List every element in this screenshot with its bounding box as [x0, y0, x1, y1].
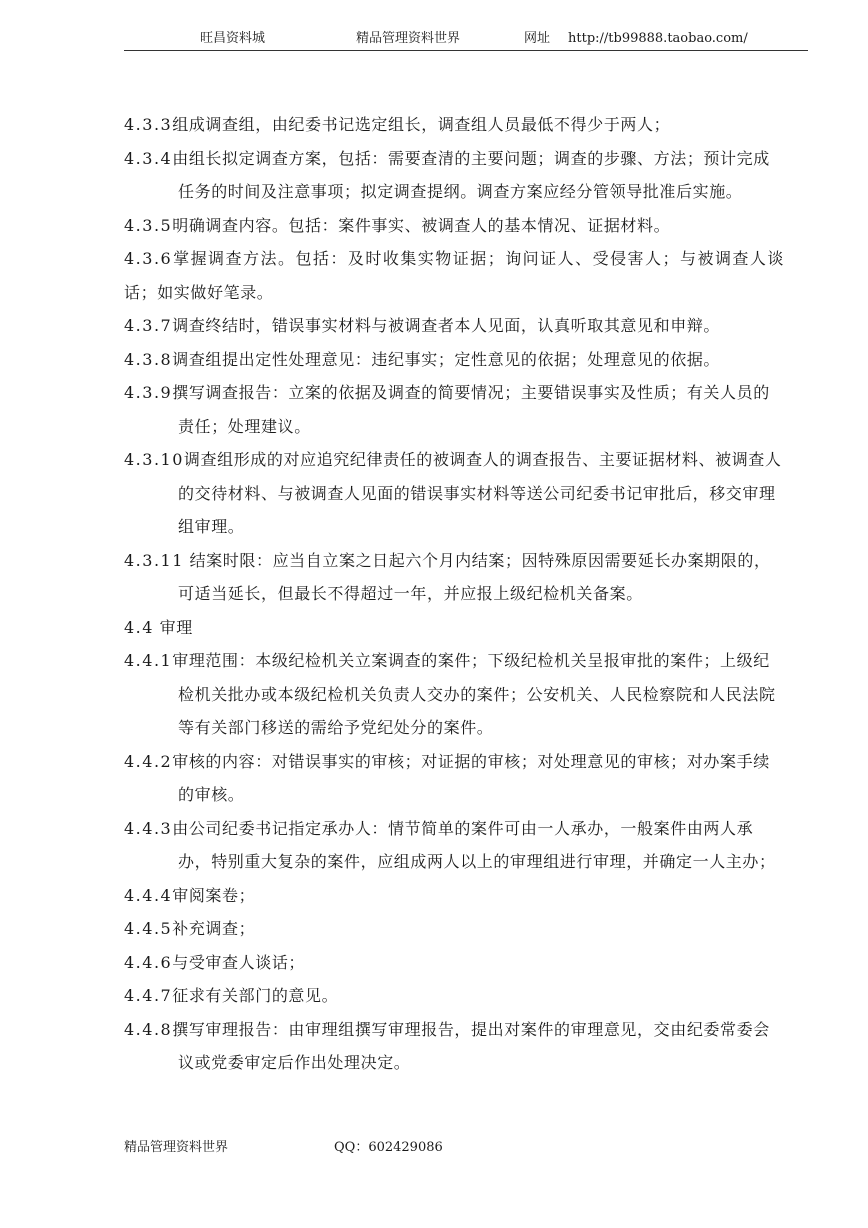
clause-4-3-9	[124, 376, 784, 443]
clause-number: 4.3.5	[124, 215, 173, 235]
clause-4-3-7	[124, 309, 784, 343]
clause-number: 4.3.8	[124, 349, 173, 369]
clause-number: 4.3.9	[124, 383, 173, 402]
clause-number: 4.4.7	[124, 986, 173, 1005]
clause-4-4-1	[124, 644, 784, 745]
clause-number: 4.4.3	[124, 818, 173, 838]
clause-text: 组成调查组，由纪委书记选定组长，调查组人员最低不得少于两人；	[172, 115, 671, 134]
clause-text: 补充调查；	[172, 919, 256, 938]
clause-4-4-4	[124, 879, 784, 913]
clause-4-4-6	[124, 946, 784, 980]
clause-4-4-5	[124, 912, 784, 946]
clause-4-3-3	[124, 108, 784, 142]
clause-4-4-2	[124, 745, 784, 812]
clause-number: 4.4.8	[124, 1019, 173, 1039]
header-url-link[interactable]: http://tb99888.taobao.com/	[568, 31, 748, 46]
clause-number: 4.4.2	[124, 751, 173, 771]
document-body	[124, 108, 784, 1080]
clause-4-3-11	[124, 544, 784, 611]
clause-text: 撰写审理报告：由审理组撰写审理报告，提出对案件的审理意见，交由纪委常委会议或党委审定后作出处理决定。	[172, 1019, 770, 1072]
header-shop-name: 旺昌资料城	[200, 31, 266, 46]
clause-text: 由组长拟定调查方案，包括：需要查清的主要问题；调查的步骤、方法；预计完成任务的时间及注意事项；拟定调查提纲。调查方案应经分管领导批准后实施。	[172, 148, 770, 201]
clause-number: 4.4.1	[124, 651, 173, 670]
clause-4-4-3	[124, 812, 784, 879]
footer-qq-contact: QQ：602429086	[334, 1140, 443, 1155]
clause-text: 调查组提出定性处理意见：违纪事实；定性意见的依据；处理意见的依据。	[172, 349, 721, 369]
clause-text: 明确调查内容。包括：案件事实、被调查人的基本情况、证据材料。	[172, 215, 671, 235]
clause-text: 调查组形成的对应追究纪律责任的被调查人的调查报告、主要证据材料、被调查人的交待材料、与被调查人见面的错误事实材料等送公司纪委书记审批后，移交审理组审理。	[178, 450, 782, 536]
clause-text: 结案时限：应当自立案之日起六个月内结案；因特殊原因需要延长办案期限的，可适当延长，但最长不得超过一年，并应报上级纪检机关备案。	[178, 550, 771, 603]
clause-number: 4.3.4	[124, 148, 173, 168]
header-site-name: 精品管理资料世界	[356, 31, 461, 46]
clause-number: 4.3.6	[124, 249, 173, 268]
clause-text: 与受审查人谈话；	[172, 952, 306, 972]
clause-number: 4.4.4	[124, 885, 173, 905]
footer-site-name: 精品管理资料世界	[124, 1140, 229, 1155]
clause-4-4-7	[124, 979, 784, 1013]
clause-4-3-6	[124, 242, 784, 309]
clause-number: 4.3.7	[124, 316, 173, 335]
clause-4-3-4	[124, 142, 784, 209]
clause-number: 4.4.6	[124, 952, 173, 972]
clause-4-3-5	[124, 209, 784, 243]
clause-4-3-10	[124, 443, 784, 544]
page-header	[124, 28, 808, 51]
section-number: 4.4	[124, 617, 154, 637]
clause-4-4-8	[124, 1013, 784, 1080]
clause-text: 撰写调查报告：立案的依据及调查的简要情况；主要错误事实及性质；有关人员的责任；处理建议。	[172, 383, 770, 436]
clause-text: 征求有关部门的意见。	[172, 986, 339, 1005]
header-url-label: 网址	[524, 31, 551, 46]
clause-text: 掌握调查方法。包括：及时收集实物证据；询问证人、受侵害人；与被调查人谈话；如实做好笔录。	[124, 249, 784, 302]
clause-text: 调查终结时，错误事实材料与被调查者本人见面，认真听取其意见和申辩。	[172, 316, 721, 335]
clause-number: 4.3.11	[124, 550, 184, 570]
clause-text: 审阅案卷；	[172, 885, 256, 905]
clause-number: 4.3.3	[124, 115, 173, 134]
clause-number: 4.3.10	[124, 450, 184, 469]
clause-number: 4.4.5	[124, 919, 173, 938]
clause-text: 由公司纪委书记指定承办人：情节简单的案件可由一人承办，一般案件由两人承办，特别重大复杂的案件，应组成两人以上的审理组进行审理，并确定一人主办；	[172, 818, 776, 871]
section-4-4-heading	[124, 611, 784, 645]
clause-4-3-8	[124, 343, 784, 377]
clause-text: 审理范围：本级纪检机关立案调查的案件；下级纪检机关呈报审批的案件；上级纪检机关批办或本级纪检机关负责人交办的案件；公安机关、人民检察院和人民法院等有关部门移送的需给予党纪处分的案件。	[172, 651, 776, 737]
clause-text: 审核的内容：对错误事实的审核；对证据的审核；对处理意见的审核；对办案手续的审核。	[172, 751, 770, 804]
section-title: 审理	[153, 617, 193, 637]
